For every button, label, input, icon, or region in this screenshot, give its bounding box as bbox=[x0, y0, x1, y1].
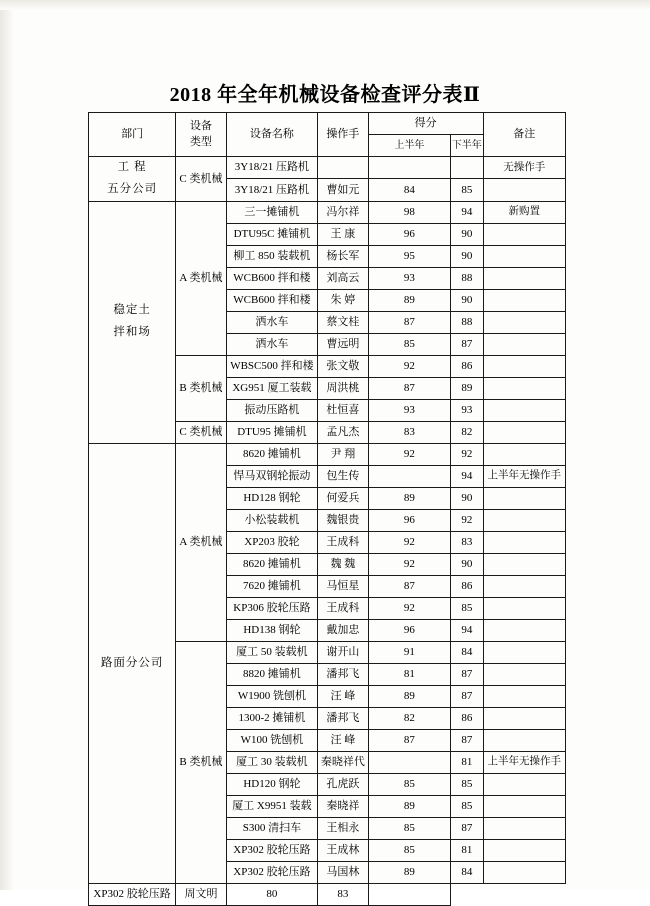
equipment-name-cell: HD120 钢轮 bbox=[226, 773, 317, 795]
note-cell bbox=[483, 377, 565, 399]
page-title: 2018 年全年机械设备检查评分表Ⅱ bbox=[169, 84, 481, 106]
score-first-half-cell: 98 bbox=[368, 201, 450, 223]
page-edge-shadow-top bbox=[0, 0, 650, 10]
score-second-half-cell: 87 bbox=[451, 663, 483, 685]
score-second-half-cell: 85 bbox=[451, 179, 483, 201]
operator-cell: 孟凡杰 bbox=[318, 421, 369, 443]
operator-cell: 刘高云 bbox=[318, 267, 369, 289]
score-second-half-cell: 92 bbox=[451, 509, 483, 531]
equipment-name-cell: 洒水车 bbox=[226, 333, 317, 355]
dept-label-line1: 路面分公司 bbox=[100, 656, 164, 669]
table-header bbox=[89, 113, 566, 157]
note-cell bbox=[483, 179, 565, 201]
score-second-half-cell: 90 bbox=[451, 553, 483, 575]
score-first-half-cell bbox=[368, 465, 450, 487]
dept-label-line1: 稳定土 bbox=[113, 304, 151, 317]
score-second-half-cell: 88 bbox=[451, 311, 483, 333]
note-cell bbox=[483, 707, 565, 729]
equipment-name-cell: XP302 胶轮压路 bbox=[89, 883, 176, 905]
page-edge-shadow-left bbox=[0, 0, 14, 890]
score-first-half-cell: 89 bbox=[368, 487, 450, 509]
equipment-type-cell: A 类机械 bbox=[176, 443, 227, 641]
equipment-name-cell: 3Y18/21 压路机 bbox=[226, 179, 317, 201]
operator-cell: 杜恒喜 bbox=[318, 399, 369, 421]
score-second-half-cell: 90 bbox=[451, 245, 483, 267]
note-cell bbox=[483, 421, 565, 443]
operator-cell bbox=[318, 157, 369, 179]
score-second-half-cell: 86 bbox=[451, 575, 483, 597]
operator-cell: 朱 婷 bbox=[318, 289, 369, 311]
score-second-half-cell: 87 bbox=[451, 333, 483, 355]
score-second-half-cell: 90 bbox=[451, 289, 483, 311]
equipment-name-cell: 小松装载机 bbox=[226, 509, 317, 531]
score-first-half-cell: 89 bbox=[368, 861, 450, 883]
operator-cell: 戴加忠 bbox=[318, 619, 369, 641]
header-note: 备注 bbox=[483, 113, 565, 157]
note-cell: 新购置 bbox=[483, 201, 565, 223]
operator-cell: 秦晓祥 bbox=[318, 795, 369, 817]
note-cell bbox=[368, 883, 450, 905]
equipment-name-cell: W100 铣刨机 bbox=[226, 729, 317, 751]
equipment-name-cell: DTU95 摊铺机 bbox=[226, 421, 317, 443]
note-cell bbox=[483, 355, 565, 377]
equipment-name-cell: 厦工 X9951 装载 bbox=[226, 795, 317, 817]
operator-cell: 包生传 bbox=[318, 465, 369, 487]
operator-cell: 王成科 bbox=[318, 597, 369, 619]
equipment-name-cell: XP302 胶轮压路 bbox=[226, 839, 317, 861]
note-cell bbox=[483, 729, 565, 751]
score-first-half-cell bbox=[368, 157, 450, 179]
equipment-name-cell: 三一摊铺机 bbox=[226, 201, 317, 223]
score-first-half-cell: 83 bbox=[368, 421, 450, 443]
operator-cell: 冯尔祥 bbox=[318, 201, 369, 223]
score-first-half-cell: 87 bbox=[368, 575, 450, 597]
operator-cell: 曹远明 bbox=[318, 333, 369, 355]
dept-cell bbox=[89, 201, 176, 443]
note-cell bbox=[483, 443, 565, 465]
equipment-name-cell: DTU95C 摊铺机 bbox=[226, 223, 317, 245]
operator-cell: 周洪桃 bbox=[318, 377, 369, 399]
note-cell bbox=[483, 487, 565, 509]
note-cell bbox=[483, 839, 565, 861]
note-cell bbox=[483, 773, 565, 795]
header-dept: 部门 bbox=[89, 113, 176, 157]
note-cell bbox=[483, 641, 565, 663]
note-cell bbox=[483, 267, 565, 289]
operator-cell: 魏银贵 bbox=[318, 509, 369, 531]
score-first-half-cell: 85 bbox=[368, 817, 450, 839]
equipment-name-cell: KP306 胶轮压路 bbox=[226, 597, 317, 619]
dept-label-line1: 工 程 bbox=[117, 161, 147, 173]
score-second-half-cell: 87 bbox=[451, 817, 483, 839]
score-second-half-cell: 90 bbox=[451, 487, 483, 509]
score-second-half-cell: 89 bbox=[451, 377, 483, 399]
score-second-half-cell: 93 bbox=[451, 399, 483, 421]
score-first-half-cell: 91 bbox=[368, 641, 450, 663]
operator-cell: 尹 翔 bbox=[318, 443, 369, 465]
operator-cell: 马国林 bbox=[318, 861, 369, 883]
note-cell bbox=[483, 223, 565, 245]
operator-cell: 杨长军 bbox=[318, 245, 369, 267]
dept-cell bbox=[89, 157, 176, 202]
equipment-name-cell: S300 清扫车 bbox=[226, 817, 317, 839]
note-cell: 上半年无操作手 bbox=[483, 465, 565, 487]
equipment-type-cell: B 类机械 bbox=[176, 355, 227, 421]
equipment-name-cell: W1900 铣刨机 bbox=[226, 685, 317, 707]
score-second-half-cell: 94 bbox=[451, 465, 483, 487]
equipment-name-cell: WCB600 拌和楼 bbox=[226, 289, 317, 311]
score-first-half-cell: 93 bbox=[368, 267, 450, 289]
table-row bbox=[89, 157, 566, 179]
score-second-half-cell: 85 bbox=[451, 773, 483, 795]
operator-cell: 孔虎跃 bbox=[318, 773, 369, 795]
score-second-half-cell: 81 bbox=[451, 751, 483, 773]
note-cell bbox=[483, 245, 565, 267]
equipment-name-cell: 3Y18/21 压路机 bbox=[226, 157, 317, 179]
equipment-name-cell: 8620 摊铺机 bbox=[226, 443, 317, 465]
note-cell bbox=[483, 685, 565, 707]
score-second-half-cell bbox=[451, 157, 483, 179]
score-first-half-cell: 87 bbox=[368, 729, 450, 751]
dept-cell bbox=[89, 443, 176, 883]
note-cell: 上半年无操作手 bbox=[483, 751, 565, 773]
score-second-half-cell: 83 bbox=[451, 531, 483, 553]
score-first-half-cell: 95 bbox=[368, 245, 450, 267]
equipment-inspection-table bbox=[88, 112, 566, 906]
dept-label-line2: 五分公司 bbox=[107, 182, 158, 195]
header-score-second-half: 下半年 bbox=[451, 135, 483, 157]
header-score-group: 得分 bbox=[368, 113, 483, 135]
header-score-first-half: 上半年 bbox=[368, 135, 450, 157]
equipment-type-cell: C 类机械 bbox=[176, 157, 227, 202]
equipment-name-cell: 柳工 850 装载机 bbox=[226, 245, 317, 267]
note-cell bbox=[483, 597, 565, 619]
score-second-half-cell: 94 bbox=[451, 619, 483, 641]
equipment-name-cell: HD138 钢轮 bbox=[226, 619, 317, 641]
score-first-half-cell: 85 bbox=[368, 773, 450, 795]
operator-cell: 马恒星 bbox=[318, 575, 369, 597]
operator-cell: 曹如元 bbox=[318, 179, 369, 201]
operator-cell: 潘邦飞 bbox=[318, 663, 369, 685]
dept-label-line2: 拌和场 bbox=[113, 326, 151, 339]
score-second-half-cell: 94 bbox=[451, 201, 483, 223]
table-header-row-1 bbox=[89, 113, 566, 135]
header-operator: 操作手 bbox=[318, 113, 369, 157]
equipment-name-cell: 8820 摊铺机 bbox=[226, 663, 317, 685]
score-first-half-cell: 87 bbox=[368, 311, 450, 333]
score-first-half-cell: 87 bbox=[368, 377, 450, 399]
note-cell bbox=[483, 311, 565, 333]
operator-cell: 王 康 bbox=[318, 223, 369, 245]
equipment-name-cell: XG951 厦工装载 bbox=[226, 377, 317, 399]
score-first-half-cell: 85 bbox=[368, 839, 450, 861]
note-cell bbox=[483, 795, 565, 817]
score-first-half-cell: 80 bbox=[226, 883, 317, 905]
equipment-name-cell: 厦工 30 装载机 bbox=[226, 751, 317, 773]
score-second-half-cell: 85 bbox=[451, 597, 483, 619]
equipment-name-cell: 悍马双钢轮振动 bbox=[226, 465, 317, 487]
operator-cell: 谢开山 bbox=[318, 641, 369, 663]
operator-cell: 潘邦飞 bbox=[318, 707, 369, 729]
note-cell bbox=[483, 289, 565, 311]
score-second-half-cell: 82 bbox=[451, 421, 483, 443]
operator-cell: 汪 峰 bbox=[318, 685, 369, 707]
header-type-line2: 类型 bbox=[189, 135, 212, 148]
score-first-half-cell: 85 bbox=[368, 333, 450, 355]
table-body bbox=[89, 157, 566, 906]
table-row bbox=[89, 201, 566, 223]
operator-cell: 周文明 bbox=[176, 883, 227, 905]
note-cell bbox=[483, 663, 565, 685]
equipment-name-cell: XP302 胶轮压路 bbox=[226, 861, 317, 883]
score-second-half-cell: 87 bbox=[451, 729, 483, 751]
score-second-half-cell: 81 bbox=[451, 839, 483, 861]
operator-cell: 秦晓祥代 bbox=[318, 751, 369, 773]
operator-cell: 王相永 bbox=[318, 817, 369, 839]
score-second-half-cell: 84 bbox=[451, 641, 483, 663]
equipment-name-cell: 洒水车 bbox=[226, 311, 317, 333]
score-first-half-cell: 92 bbox=[368, 597, 450, 619]
note-cell bbox=[483, 531, 565, 553]
note-cell bbox=[483, 553, 565, 575]
note-cell bbox=[483, 575, 565, 597]
note-cell: 无操作手 bbox=[483, 157, 565, 179]
score-second-half-cell: 90 bbox=[451, 223, 483, 245]
table-row bbox=[89, 443, 566, 465]
score-first-half-cell: 92 bbox=[368, 443, 450, 465]
score-first-half-cell: 82 bbox=[368, 707, 450, 729]
equipment-name-cell: WBSC500 拌和楼 bbox=[226, 355, 317, 377]
score-first-half-cell: 89 bbox=[368, 289, 450, 311]
note-cell bbox=[483, 619, 565, 641]
equipment-name-cell: WCB600 拌和楼 bbox=[226, 267, 317, 289]
score-first-half-cell: 93 bbox=[368, 399, 450, 421]
score-first-half-cell: 92 bbox=[368, 553, 450, 575]
operator-cell: 张文敬 bbox=[318, 355, 369, 377]
score-first-half-cell: 92 bbox=[368, 531, 450, 553]
equipment-name-cell: HD128 钢轮 bbox=[226, 487, 317, 509]
score-second-half-cell: 88 bbox=[451, 267, 483, 289]
table-row bbox=[89, 883, 566, 905]
note-cell bbox=[483, 817, 565, 839]
score-second-half-cell: 84 bbox=[451, 861, 483, 883]
header-type-line1: 设备 bbox=[189, 119, 212, 132]
equipment-name-cell: 1300-2 摊铺机 bbox=[226, 707, 317, 729]
score-first-half-cell: 96 bbox=[368, 223, 450, 245]
note-cell bbox=[483, 861, 565, 883]
header-type bbox=[176, 113, 227, 157]
score-first-half-cell: 89 bbox=[368, 795, 450, 817]
header-name: 设备名称 bbox=[226, 113, 317, 157]
score-first-half-cell: 96 bbox=[368, 619, 450, 641]
score-first-half-cell: 92 bbox=[368, 355, 450, 377]
operator-cell: 魏 魏 bbox=[318, 553, 369, 575]
score-first-half-cell: 81 bbox=[368, 663, 450, 685]
operator-cell: 何爱兵 bbox=[318, 487, 369, 509]
operator-cell: 蔡文桂 bbox=[318, 311, 369, 333]
equipment-name-cell: 8620 摊铺机 bbox=[226, 553, 317, 575]
score-first-half-cell bbox=[368, 751, 450, 773]
score-first-half-cell: 96 bbox=[368, 509, 450, 531]
score-second-half-cell: 85 bbox=[451, 795, 483, 817]
note-cell bbox=[483, 333, 565, 355]
score-second-half-cell: 86 bbox=[451, 355, 483, 377]
equipment-name-cell: XP203 胶轮 bbox=[226, 531, 317, 553]
score-second-half-cell: 92 bbox=[451, 443, 483, 465]
equipment-type-cell: C 类机械 bbox=[176, 421, 227, 443]
equipment-name-cell: 厦工 50 装载机 bbox=[226, 641, 317, 663]
equipment-name-cell: 振动压路机 bbox=[226, 399, 317, 421]
equipment-type-cell: A 类机械 bbox=[176, 201, 227, 355]
note-cell bbox=[483, 399, 565, 421]
operator-cell: 王成科 bbox=[318, 531, 369, 553]
operator-cell: 汪 峰 bbox=[318, 729, 369, 751]
score-second-half-cell: 86 bbox=[451, 707, 483, 729]
equipment-name-cell: 7620 摊铺机 bbox=[226, 575, 317, 597]
score-first-half-cell: 84 bbox=[368, 179, 450, 201]
score-first-half-cell: 89 bbox=[368, 685, 450, 707]
operator-cell: 王成林 bbox=[318, 839, 369, 861]
note-cell bbox=[483, 509, 565, 531]
score-second-half-cell: 83 bbox=[318, 883, 369, 905]
equipment-type-cell: B 类机械 bbox=[176, 641, 227, 883]
score-second-half-cell: 87 bbox=[451, 685, 483, 707]
